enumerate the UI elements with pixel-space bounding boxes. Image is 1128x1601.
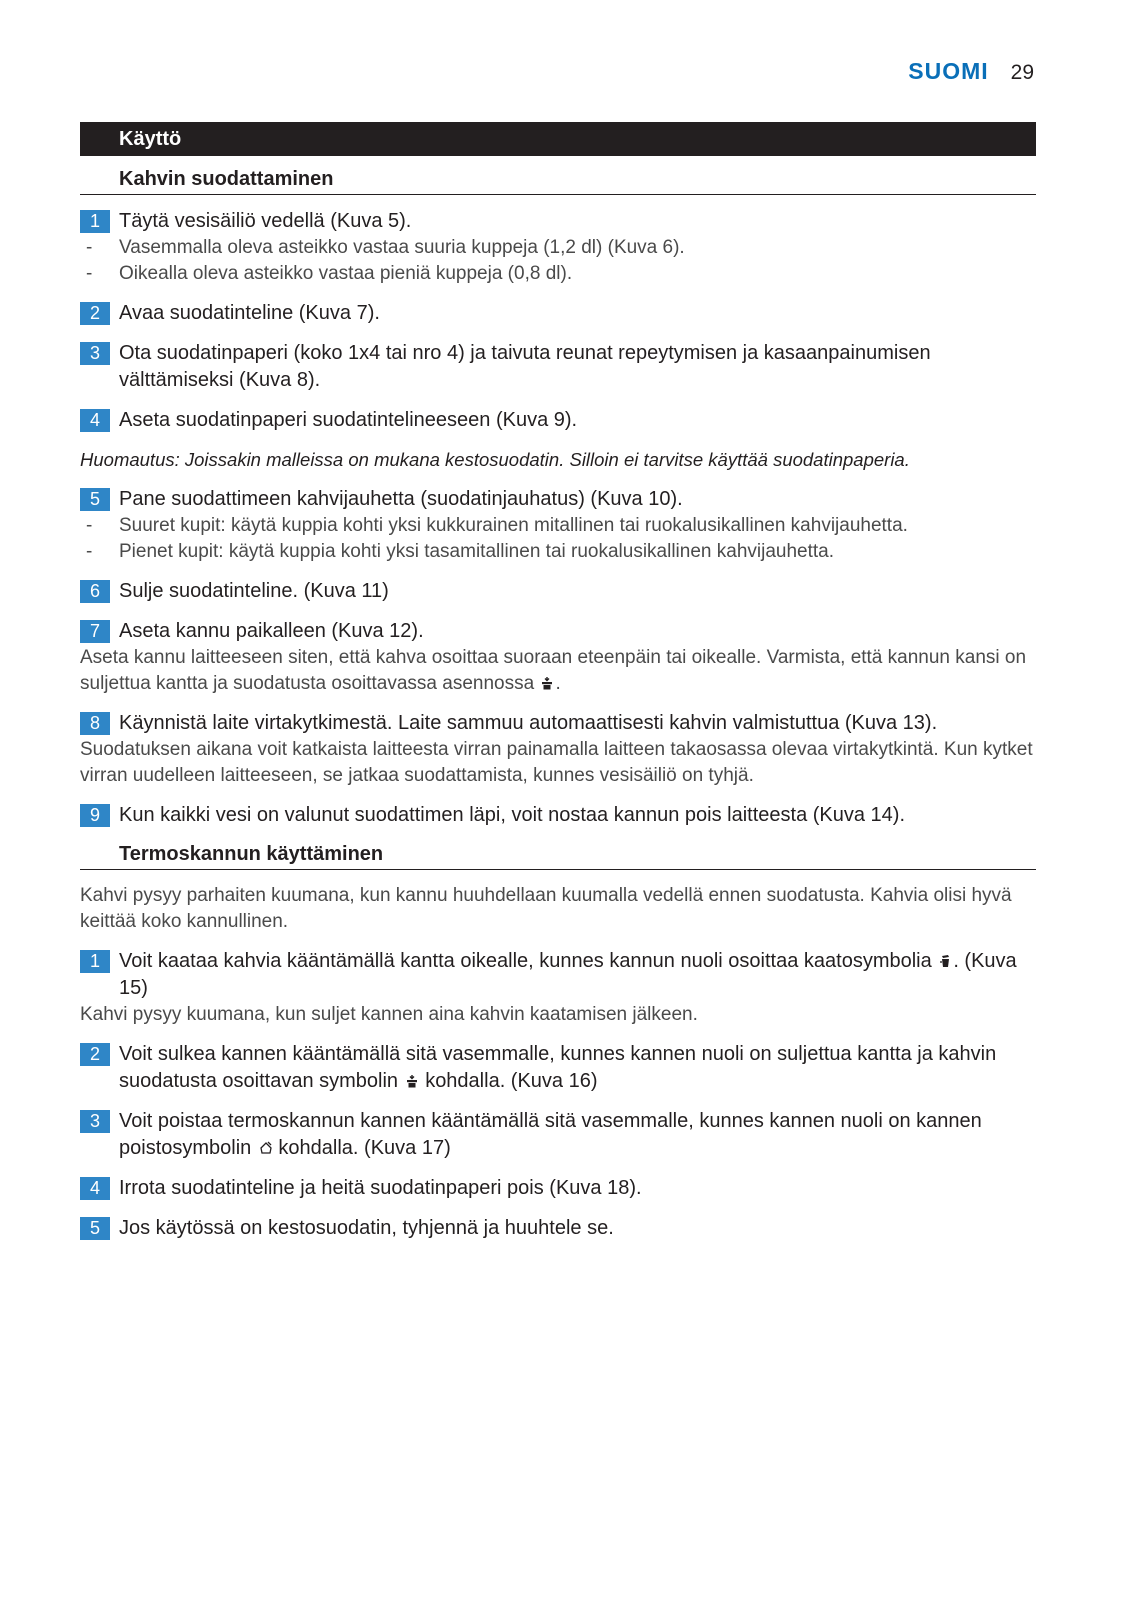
step-text: Aseta suodatinpaperi suodatintelineeseen (Kuva 9). bbox=[119, 409, 578, 431]
note-text: Huomautus: Joissakin malleissa on mukana kestosuodatin. Silloin ei tarvitse käyttää suodatinpaperia. bbox=[80, 449, 910, 470]
paragraph-text: Aseta kannu laitteeseen siten, että kahva osoittaa suoraan eteenpäin tai oikealle. Varmista, että kannun kansi on suljettua kantta ja suodatusta osoittavassa asennossa bbox=[80, 647, 1027, 694]
step-text: Kun kaikki vesi on valunut suodattimen läpi, voit nostaa kannun pois laitteesta (Kuva 14). bbox=[119, 804, 906, 826]
step-text: Jos käytössä on kestosuodatin, tyhjennä ja huuhtele se. bbox=[119, 1217, 614, 1239]
step-text: Aseta kannu paikalleen (Kuva 12). bbox=[119, 620, 424, 642]
paragraph-text-end: . bbox=[555, 673, 561, 694]
step-number: 4 bbox=[80, 1177, 110, 1200]
step-text: Sulje suodatinteline. (Kuva 11) bbox=[119, 580, 389, 602]
brewing-step-2 bbox=[80, 300, 1036, 327]
bullet-text: Vasemmalla oleva asteikko vastaa suuria kuppeja (1,2 dl) (Kuva 6). bbox=[119, 237, 685, 258]
step-number: 1 bbox=[80, 950, 110, 973]
thermos-step-5 bbox=[80, 1215, 1036, 1242]
list-item: - Pienet kupit: käytä kuppia kohti yksi tasamitallinen tai ruokalusikallinen kahvijauhetta. bbox=[86, 541, 835, 562]
closed-lid-icon bbox=[541, 676, 553, 690]
closed-lid-icon bbox=[406, 1074, 418, 1088]
section-title: Käyttö bbox=[80, 122, 1036, 156]
bullet-text: Oikealla oleva asteikko vastaa pieniä kuppeja (0,8 dl). bbox=[119, 263, 573, 284]
page-header bbox=[908, 58, 1034, 85]
thermos-step-1 bbox=[80, 948, 1036, 1002]
subheading-thermos: Termoskannun käyttäminen bbox=[80, 839, 1036, 870]
step-number: 3 bbox=[80, 342, 110, 365]
step-text-end: kohdalla. (Kuva 16) bbox=[425, 1070, 598, 1092]
brewing-step-5 bbox=[80, 486, 1036, 513]
brewing-step-3 bbox=[80, 340, 1036, 394]
bullet-text: Suuret kupit: käytä kuppia kohti yksi kukkurainen mitallinen tai ruokalusikallinen kahvijauhetta. bbox=[119, 515, 908, 536]
step-text: Pane suodattimeen kahvijauhetta (suodatinjauhatus) (Kuva 10). bbox=[119, 488, 683, 510]
step-number: 7 bbox=[80, 620, 110, 643]
list-item: - Oikealla oleva asteikko vastaa pieniä kuppeja (0,8 dl). bbox=[86, 263, 573, 284]
step-text-end: kohdalla. (Kuva 17) bbox=[278, 1137, 451, 1159]
step-number: 5 bbox=[80, 1217, 110, 1240]
brewing-step-8 bbox=[80, 710, 1036, 737]
thermos-step-1-paragraph: Kahvi pysyy kuumana, kun suljet kannen aina kahvin kaatamisen jälkeen. bbox=[80, 1004, 698, 1025]
page-content bbox=[80, 122, 1036, 1242]
bullet-list bbox=[80, 513, 1036, 565]
step-number: 9 bbox=[80, 804, 110, 827]
lid-removal-icon bbox=[259, 1141, 271, 1155]
list-item: - Suuret kupit: käytä kuppia kohti yksi kukkurainen mitallinen tai ruokalusikallinen kahvijauhetta. bbox=[86, 515, 908, 536]
subheading-brewing: Kahvin suodattaminen bbox=[80, 164, 1036, 195]
bullet-list bbox=[80, 235, 1036, 287]
language-label: SUOMI bbox=[908, 58, 989, 84]
step-text: Voit poistaa termoskannun kannen kääntämällä sitä vasemmalle, kunnes kannen nuoli on kannen poistosymbolin bbox=[119, 1110, 982, 1159]
list-item: - Vasemmalla oleva asteikko vastaa suuria kuppeja (1,2 dl) (Kuva 6). bbox=[86, 237, 685, 258]
bullet-text: Pienet kupit: käytä kuppia kohti yksi tasamitallinen tai ruokalusikallinen kahvijauhetta. bbox=[119, 541, 835, 562]
brewing-step-7 bbox=[80, 618, 1036, 645]
step-number: 1 bbox=[80, 210, 110, 233]
step-number: 5 bbox=[80, 488, 110, 511]
thermos-step-4 bbox=[80, 1175, 1036, 1202]
step-7-paragraph bbox=[80, 645, 1036, 697]
step-text: Täytä vesisäiliö vedellä (Kuva 5). bbox=[119, 210, 412, 232]
brewing-step-1 bbox=[80, 208, 1036, 235]
step-text: Käynnistä laite virtakytkimestä. Laite sammuu automaattisesti kahvin valmistuttua (Kuva 13). bbox=[119, 712, 938, 734]
step-8-paragraph: Suodatuksen aikana voit katkaista laitteesta virran painamalla laitteen takaosassa olevaa virtakytkintä. Kun kytket virran uudelleen laitteeseen, se jatkaa suodattamista, kunnes vesisäiliö on tyhjä. bbox=[80, 739, 1033, 786]
step-number: 4 bbox=[80, 409, 110, 432]
step-text: Ota suodatinpaperi (koko 1x4 tai nro 4) ja taivuta reunat repeytymisen ja kasaanpainumisen välttämiseksi (Kuva 8). bbox=[119, 342, 931, 391]
step-text: Avaa suodatinteline (Kuva 7). bbox=[119, 302, 380, 324]
step-text: Irrota suodatinteline ja heitä suodatinpaperi pois (Kuva 18). bbox=[119, 1177, 642, 1199]
thermos-intro: Kahvi pysyy parhaiten kuumana, kun kannu huuhdellaan kuumalla vedellä ennen suodatusta. Kahvia olisi hyvä keittää koko kannullinen. bbox=[80, 885, 1012, 932]
step-number: 6 bbox=[80, 580, 110, 603]
brewing-step-6 bbox=[80, 578, 1036, 605]
brewing-step-4 bbox=[80, 407, 1036, 434]
step-text-end: . (Kuva 15) bbox=[119, 950, 1017, 999]
step-number: 2 bbox=[80, 1043, 110, 1066]
thermos-step-3 bbox=[80, 1108, 1036, 1162]
thermos-step-2 bbox=[80, 1041, 1036, 1095]
page-number: 29 bbox=[1010, 61, 1034, 84]
step-number: 2 bbox=[80, 302, 110, 325]
step-number: 8 bbox=[80, 712, 110, 735]
step-text: Voit sulkea kannen kääntämällä sitä vasemmalle, kunnes kannen nuoli on suljettua kantta ja kahvin suodatusta osoittavan symbolin bbox=[119, 1043, 997, 1092]
step-text: Voit kaataa kahvia kääntämällä kantta oikealle, kunnes kannun nuoli osoittaa kaatosymbolia bbox=[119, 950, 932, 972]
step-number: 3 bbox=[80, 1110, 110, 1133]
pour-icon bbox=[939, 954, 951, 968]
brewing-step-9 bbox=[80, 802, 1036, 829]
